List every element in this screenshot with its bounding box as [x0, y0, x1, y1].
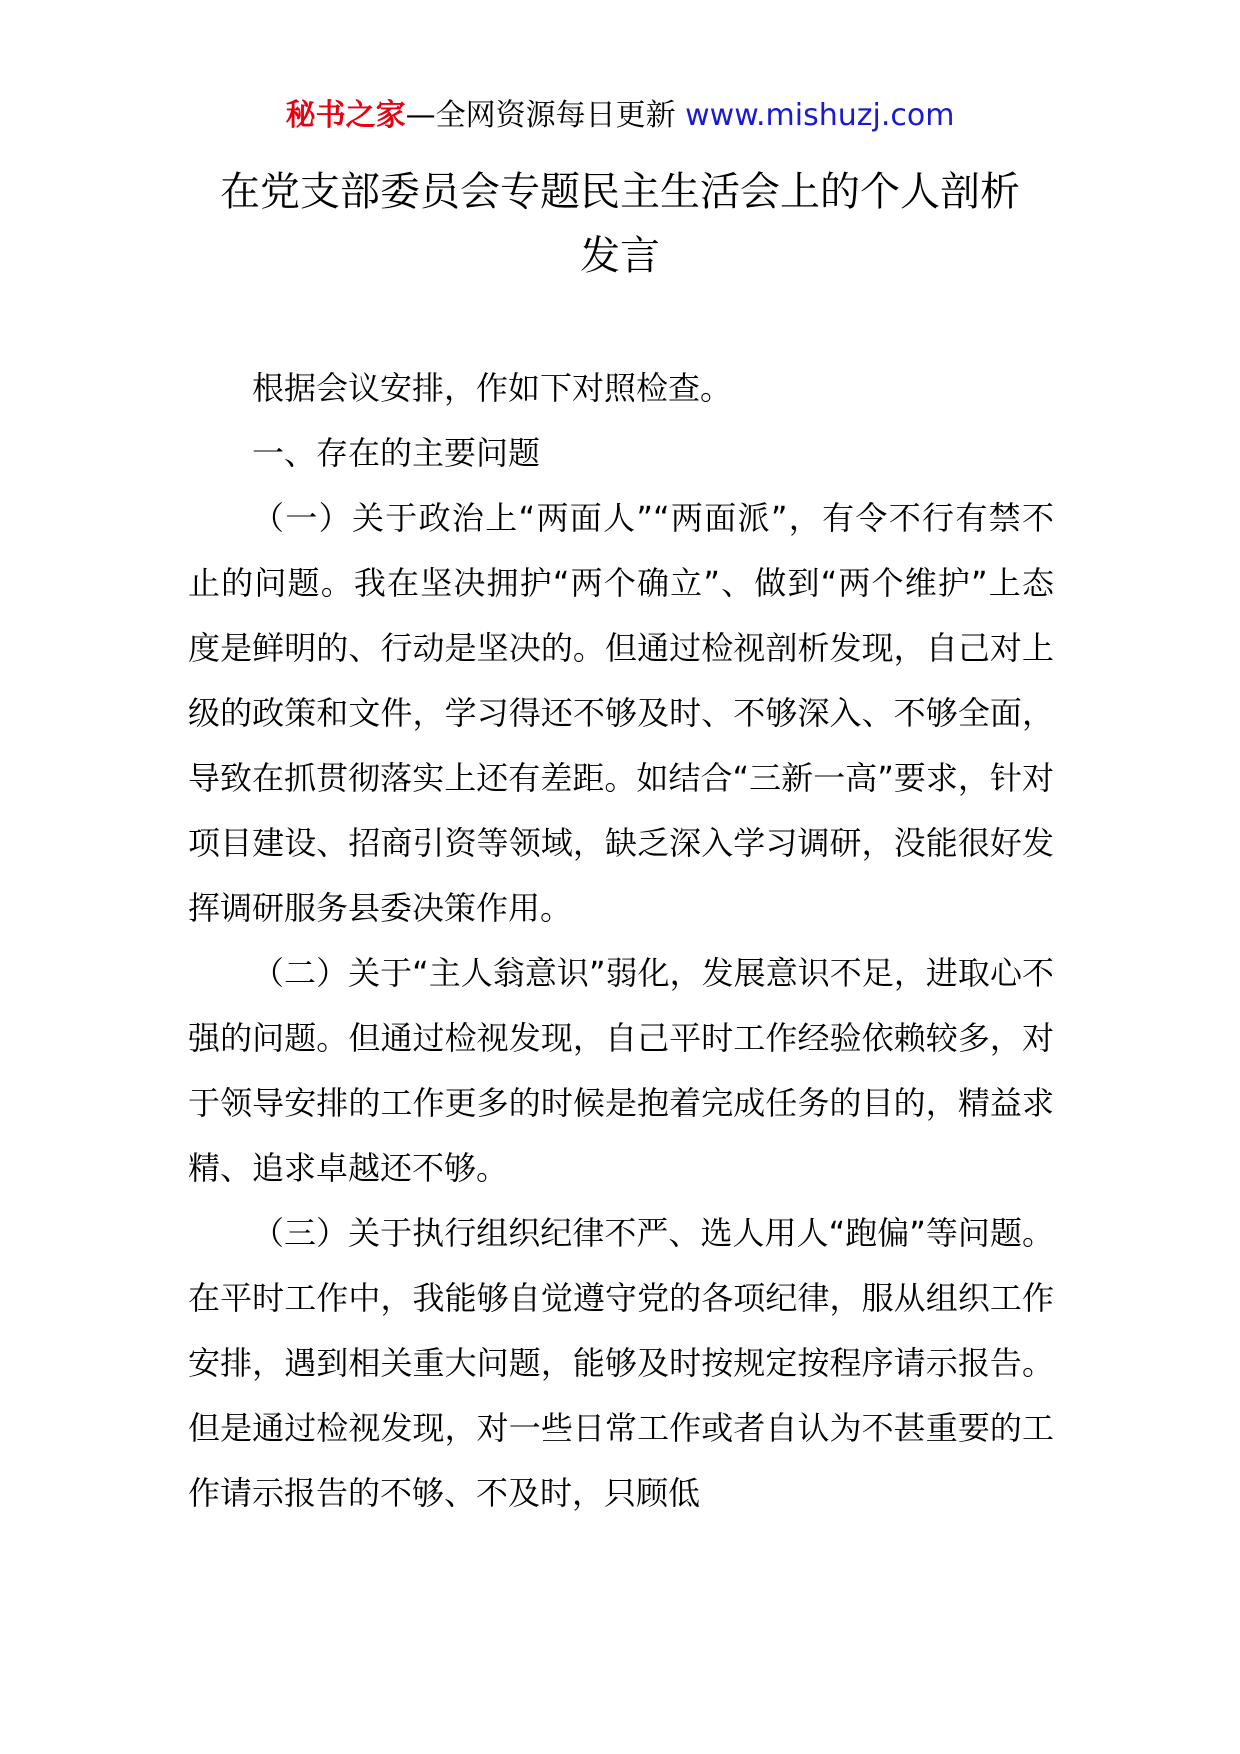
paragraph-intro: 根据会议安排，作如下对照检查。 — [252, 369, 733, 407]
document-body — [188, 356, 1054, 1526]
section-heading-1: 一、存在的主要问题 — [252, 434, 541, 472]
paragraph-item-1: （一）关于政治上“两面人”“两面派”，有令不行有禁不止的问题。我在坚决拥护“两个确立”、做到“两个维护”上态度是鲜明的、行动是坚决的。但通过检视剖析发现，自己对上级的政策和文件，学习得还不够及时、不够深入、不够全面，导致在抓贯彻落实上还有差距。如结合“三新一高”要求，针对项目建设、招商引资等领域，缺乏深入学习调研，没能很好发挥调研服务县委决策作用。 — [188, 499, 1054, 927]
title-line-2: 发言 — [580, 233, 660, 279]
title-line-1: 在党支部委员会专题民主生活会上的个人剖析 — [220, 169, 1020, 215]
site-url-link[interactable]: www.mishuzj.com — [685, 98, 955, 133]
paragraph-item-2: （二）关于“主人翁意识”弱化，发展意识不足，进取心不强的问题。但通过检视发现，自己平时工作经验依赖较多，对于领导安排的工作更多的时候是抱着完成任务的目的，精益求精、追求卓越还不够。 — [188, 954, 1054, 1187]
brand-name: 秘书之家 — [285, 98, 406, 133]
document-title — [120, 160, 1120, 288]
paragraph-item-3: （三）关于执行组织纪律不严、选人用人“跑偏”等问题。在平时工作中，我能够自觉遵守党的各项纪律，服从组织工作安排，遇到相关重大问题，能够及时按规定按程序请示报告。但是通过检视发现，对一些日常工作或者自认为不甚重要的工作请示报告的不够、不及时，只顾低 — [188, 1214, 1054, 1512]
site-watermark-header — [0, 96, 1240, 136]
tagline: —全网资源每日更新 — [405, 98, 686, 133]
